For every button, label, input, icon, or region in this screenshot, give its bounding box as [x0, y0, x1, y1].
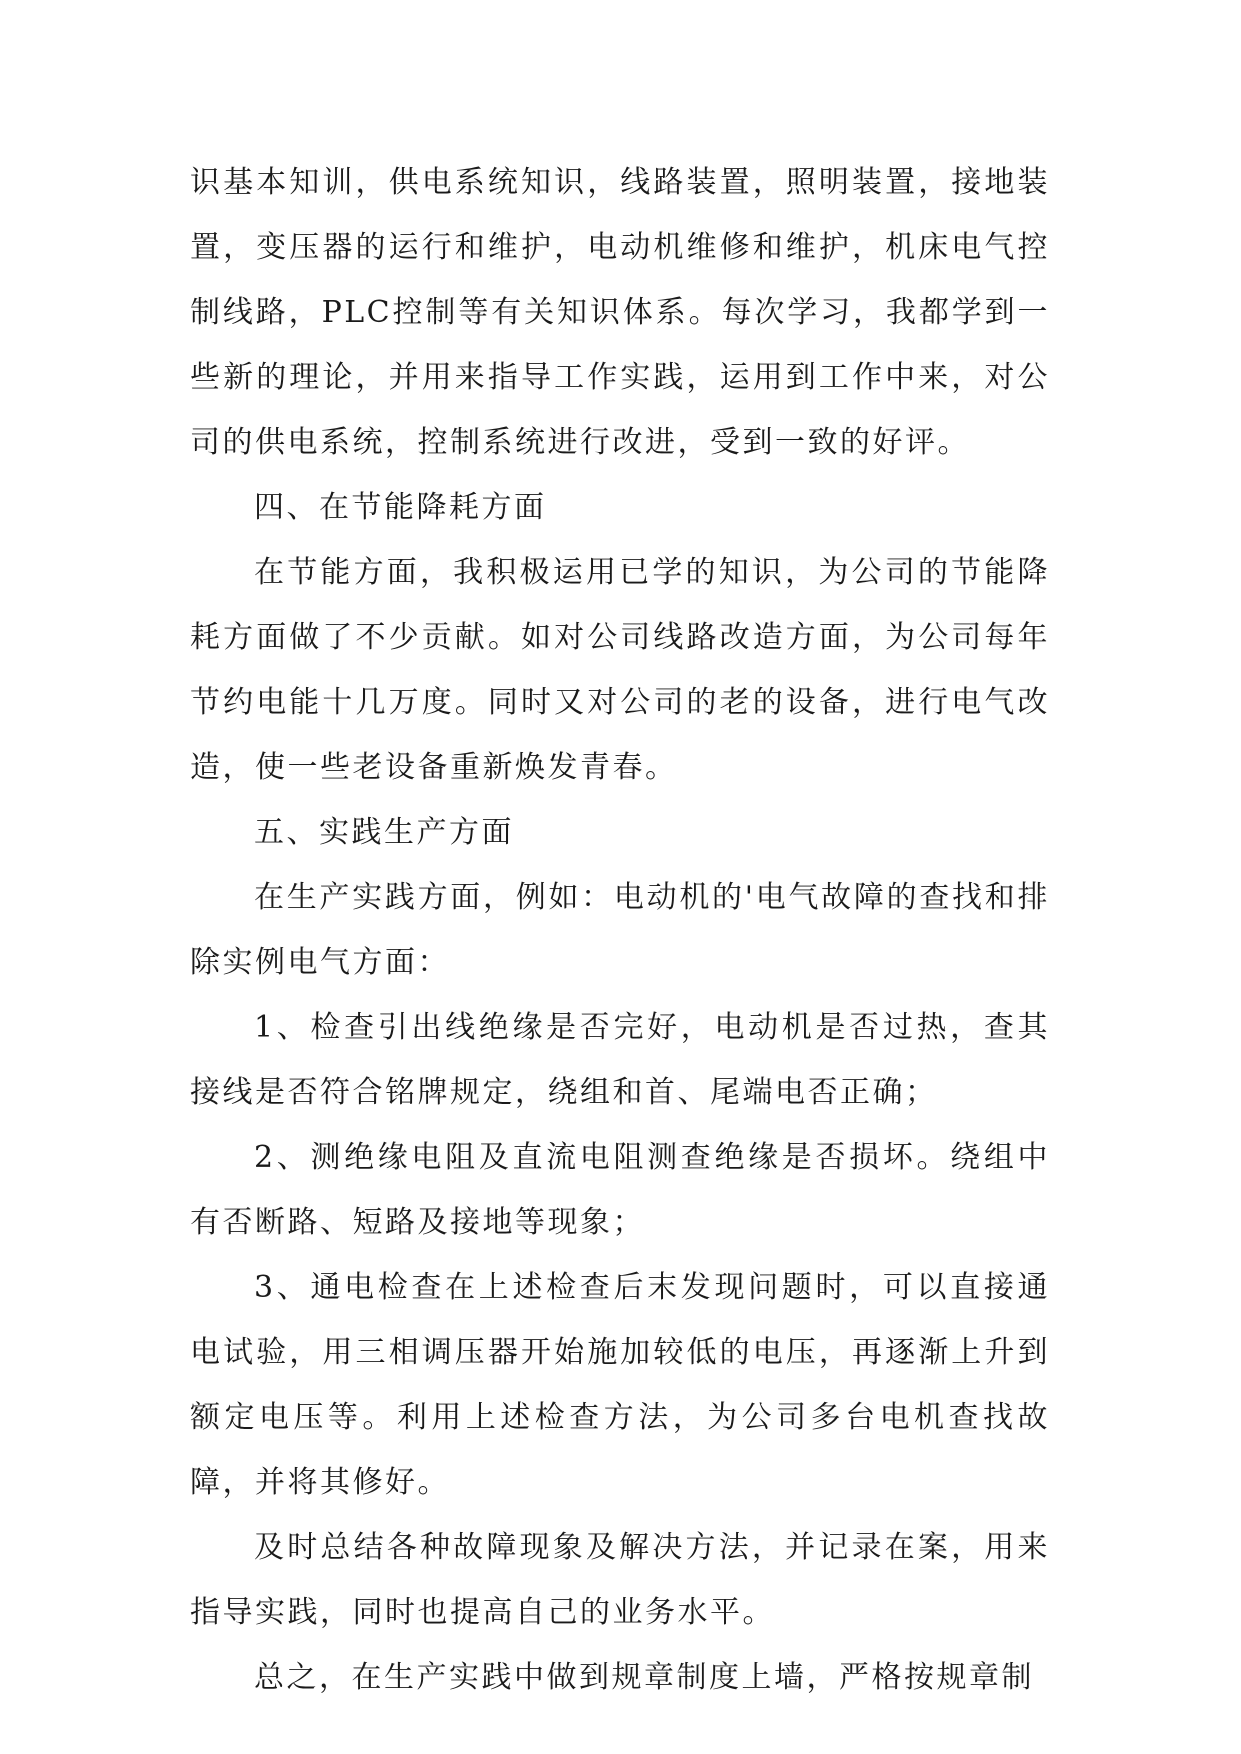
paragraph-conclusion: 总之，在生产实践中做到规章制度上墙，严格按规章制: [254, 1660, 1034, 1695]
list-item-3: 3、通电检查在上述检查后末发现问题时，可以直接通电试验，用三相调压器开始施加较低的电压，再逐渐上升到额定电压等。利用上述检查方法，为公司多台电机查找故障，并将其修好。: [190, 1270, 1050, 1500]
paragraph-continuation: 识基本知训，供电系统知识，线路装置，照明装置，接地装置，变压器的运行和维护，电动机维修和维护，机床电气控制线路，PLC控制等有关知识体系。每次学习，我都学到一些新的理论，并用来指导工作实践，运用到工作中来，对公司的供电系统，控制系统进行改进，受到一致的好评。: [190, 165, 1050, 460]
document-body: [190, 150, 1050, 1710]
list-item-1: 1、检查引出线绝缘是否完好，电动机是否过热，查其接线是否符合铭牌规定，绕组和首、尾端电否正确；: [190, 1010, 1050, 1110]
section-heading-production-practice: 五、实践生产方面: [254, 815, 514, 850]
paragraph-production-intro: 在生产实践方面，例如：电动机的'电气故障的查找和排除实例电气方面：: [190, 880, 1050, 980]
paragraph-summary: 及时总结各种故障现象及解决方法，并记录在案，用来指导实践，同时也提高自己的业务水平。: [190, 1530, 1050, 1630]
section-heading-energy-saving: 四、在节能降耗方面: [254, 490, 547, 525]
paragraph-energy-saving: 在节能方面，我积极运用已学的知识，为公司的节能降耗方面做了不少贡献。如对公司线路改造方面，为公司每年节约电能十几万度。同时又对公司的老的设备，进行电气改造，使一些老设备重新焕发青春。: [190, 555, 1050, 785]
list-item-2: 2、测绝缘电阻及直流电阻测查绝缘是否损坏。绕组中有否断路、短路及接地等现象；: [190, 1140, 1050, 1240]
